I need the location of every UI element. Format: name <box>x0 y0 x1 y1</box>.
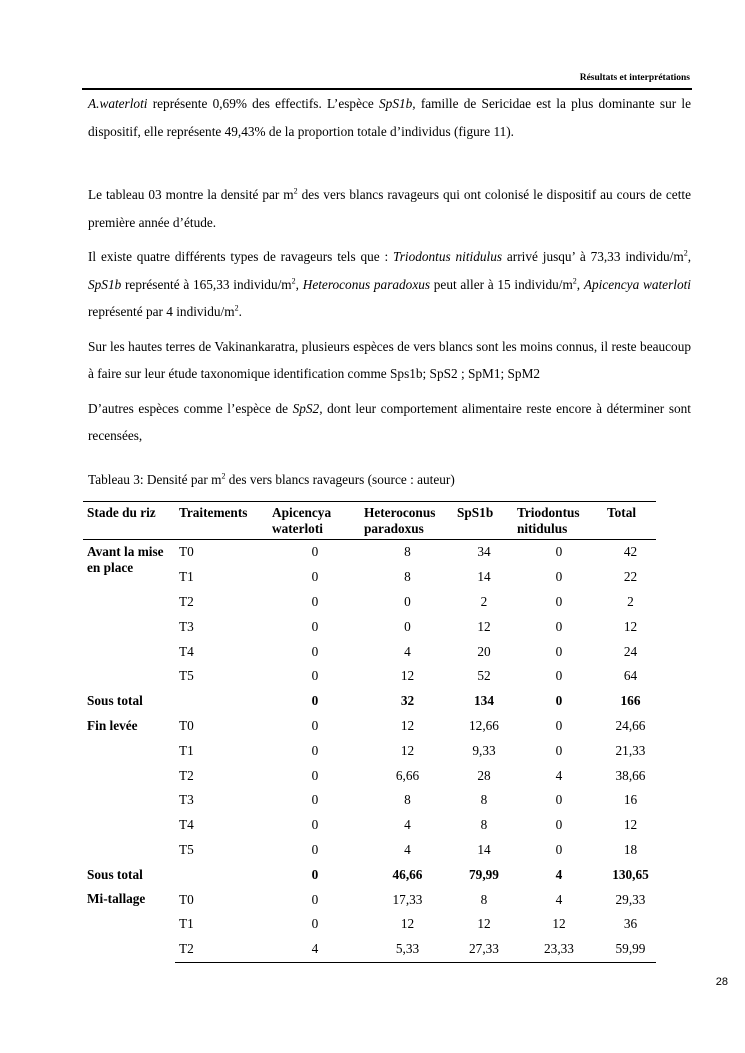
value-cell: 0 <box>555 742 563 758</box>
table-body <box>83 540 656 963</box>
value-cell: 4 <box>404 643 411 659</box>
text-run: des vers blancs ravageurs (source : auteur) <box>225 472 455 487</box>
text-run: dont leur comportement alimentaire reste encore à déterminer sont recensées, <box>88 400 691 443</box>
species-name: A.waterloti <box>88 96 148 111</box>
value-cell: 8 <box>404 792 411 808</box>
text-run: peut aller à 15 individu/m <box>430 276 573 292</box>
treatment-cell: T0 <box>179 891 194 907</box>
value-cell: 12 <box>477 618 491 634</box>
value-cell: 0 <box>555 643 563 659</box>
total-cell: 18 <box>623 841 638 857</box>
value-cell: 4 <box>404 841 411 857</box>
value-cell: 0 <box>555 792 563 808</box>
value-cell: 2 <box>480 593 488 609</box>
value-cell: 14 <box>477 569 491 585</box>
paragraph-5 <box>88 395 691 450</box>
text-run: , <box>295 276 303 292</box>
text-run: représenté à 165,33 individu/m <box>121 276 292 292</box>
table-caption <box>88 470 455 490</box>
value-cell: 0 <box>311 618 319 634</box>
paragraph-2 <box>88 181 691 236</box>
density-table <box>83 501 656 963</box>
value-cell: 0 <box>555 668 563 684</box>
value-cell: 0 <box>311 717 319 733</box>
value-cell: 28 <box>477 767 491 783</box>
column-header: Total <box>603 502 656 540</box>
text-run: arrivé jusqu’ à 73,33 individu/m <box>502 249 684 264</box>
value-cell: 12 <box>400 742 415 758</box>
treatment-cell: T3 <box>179 792 194 808</box>
superscript: 2 <box>293 186 298 196</box>
paragraph-4 <box>88 333 691 388</box>
total-cell: 24 <box>623 643 638 659</box>
treatment-cell: T5 <box>179 668 194 684</box>
text-run: Tableau 3: Densité par m <box>88 472 222 487</box>
text-run: représenté par 4 individu/m <box>88 304 235 319</box>
treatment-cell: T2 <box>179 767 194 783</box>
value-cell: 12 <box>477 916 491 932</box>
column-header: Triodontus nitidulus <box>513 502 603 540</box>
value-cell: 134 <box>474 693 494 709</box>
text-run: Le tableau 03 montre la densité par m <box>88 187 294 202</box>
species-name: Heteroconus paradoxus <box>302 276 431 292</box>
total-cell: 2 <box>627 593 634 609</box>
column-header: Heteroconus paradoxus <box>360 502 453 540</box>
text-run: représente 0,69% des effectifs. L’espèce <box>147 96 380 111</box>
value-cell: 0 <box>555 717 563 733</box>
value-cell: 4 <box>555 767 563 783</box>
subtotal-row <box>83 862 656 887</box>
species-name: SpS1b, <box>379 96 416 111</box>
text-run: famille de Sericidae est la plus dominante sur le dispositif, elle représente 49,43% de la proportion totale d’individus (figure 11). <box>88 96 691 139</box>
total-cell: 12 <box>623 817 638 833</box>
value-cell: 14 <box>477 841 491 857</box>
stage-cell: Mi-tallage <box>87 891 146 907</box>
value-cell: 32 <box>400 693 415 709</box>
text-run: Il existe quatre différents types de ravageurs tels que : <box>88 249 394 264</box>
value-cell: 4 <box>555 866 563 882</box>
text-run: D’autres espèces comme l’espèce de <box>88 400 293 416</box>
text-run: , <box>687 249 692 264</box>
value-cell: 17,33 <box>392 891 423 907</box>
total-cell: 42 <box>623 544 638 560</box>
total-cell: 130,65 <box>612 866 649 882</box>
body-text <box>88 90 691 450</box>
total-cell: 166 <box>620 693 641 709</box>
value-cell: 0 <box>555 618 563 634</box>
total-cell: 64 <box>623 668 638 684</box>
total-cell: 16 <box>623 792 638 808</box>
value-cell: 0 <box>311 668 319 684</box>
column-header: SpS1b <box>453 502 513 540</box>
value-cell: 4 <box>268 937 360 962</box>
total-cell: 12 <box>623 618 638 634</box>
superscript: 2 <box>683 248 688 258</box>
value-cell: 0 <box>311 891 319 907</box>
value-cell: 8 <box>480 792 488 808</box>
superscript: 2 <box>572 276 577 286</box>
text-run: , <box>576 276 584 292</box>
treatment-cell: T2 <box>175 937 268 962</box>
total-cell: 22 <box>623 569 638 585</box>
value-cell: 79,99 <box>469 866 499 882</box>
value-cell: 12,66 <box>469 717 499 733</box>
total-cell: 38,66 <box>615 767 646 783</box>
value-cell: 8 <box>404 544 411 560</box>
empty-cell <box>175 689 268 714</box>
treatment-cell: T1 <box>179 569 194 585</box>
total-cell: 59,99 <box>603 937 656 962</box>
value-cell: 12 <box>400 668 415 684</box>
subtotal-label: Sous total <box>87 866 143 882</box>
value-cell: 0 <box>555 569 563 585</box>
value-cell: 0 <box>311 916 319 932</box>
page-number: 28 <box>715 976 728 988</box>
value-cell: 0 <box>311 817 319 833</box>
value-cell: 6,66 <box>395 767 420 783</box>
treatment-cell: T4 <box>179 643 194 659</box>
paragraph-3 <box>88 243 691 326</box>
value-cell: 5,33 <box>360 937 453 962</box>
stage-cell: Fin levée <box>87 717 138 733</box>
stage-cell: Avant la mise en place <box>87 544 164 575</box>
value-cell: 0 <box>404 593 411 609</box>
value-cell: 9,33 <box>472 742 496 758</box>
treatment-cell: T1 <box>179 742 194 758</box>
data-table <box>83 501 656 963</box>
species-name: Apicencya waterloti <box>583 276 691 292</box>
treatment-cell: T1 <box>179 916 194 932</box>
treatment-cell: T4 <box>179 817 194 833</box>
superscript: 2 <box>291 276 296 286</box>
treatment-cell: T0 <box>179 544 194 560</box>
value-cell: 34 <box>477 544 491 560</box>
value-cell: 0 <box>311 593 319 609</box>
table-row <box>83 887 656 912</box>
value-cell: 27,33 <box>453 937 513 962</box>
subtotal-label: Sous total <box>87 693 143 709</box>
value-cell: 0 <box>555 693 563 709</box>
value-cell: 0 <box>555 817 563 833</box>
superscript: 2 <box>234 303 239 313</box>
value-cell: 0 <box>311 544 319 560</box>
treatment-cell: T2 <box>179 593 194 609</box>
value-cell: 0 <box>311 742 319 758</box>
treatment-cell: T5 <box>179 841 194 857</box>
total-cell: 24,66 <box>615 717 646 733</box>
value-cell: 0 <box>555 593 563 609</box>
value-cell: 8 <box>404 569 411 585</box>
treatment-cell: T3 <box>179 618 194 634</box>
empty-cell <box>175 862 268 887</box>
value-cell: 0 <box>311 866 319 882</box>
table-row <box>83 714 656 739</box>
value-cell: 0 <box>311 767 319 783</box>
value-cell: 23,33 <box>513 937 603 962</box>
subtotal-row <box>83 689 656 714</box>
column-header: Stade du riz <box>83 502 175 540</box>
value-cell: 8 <box>480 891 488 907</box>
page-header: Résultats et interprétations <box>579 73 690 83</box>
value-cell: 4 <box>555 891 563 907</box>
value-cell: 0 <box>311 569 319 585</box>
value-cell: 0 <box>404 618 411 634</box>
value-cell: 20 <box>477 643 491 659</box>
table-header-row <box>83 502 656 540</box>
value-cell: 52 <box>477 668 491 684</box>
value-cell: 8 <box>480 817 488 833</box>
treatment-cell: T0 <box>179 717 194 733</box>
text-run: Sur les hautes terres de Vakinankaratra, plusieurs espèces de vers blancs sont les moins connus, il reste beaucoup à faire sur leur étude taxonomique identification comme Sps1b; SpS2 ; SpM1; SpM2 <box>88 338 691 381</box>
value-cell: 0 <box>311 792 319 808</box>
species-name: SpS2, <box>292 400 323 416</box>
text-run: des vers blancs ravageurs qui ont colonisé le dispositif au cours de cette première année d’étude. <box>88 187 691 230</box>
total-cell: 36 <box>623 916 638 932</box>
total-cell: 21,33 <box>615 742 646 758</box>
value-cell: 4 <box>404 817 411 833</box>
species-name: SpS1b <box>88 276 122 292</box>
text-run: . <box>238 304 242 319</box>
value-cell: 0 <box>311 841 319 857</box>
value-cell: 46,66 <box>392 866 423 882</box>
value-cell: 12 <box>400 916 415 932</box>
total-cell: 29,33 <box>615 891 646 907</box>
value-cell: 0 <box>555 544 563 560</box>
value-cell: 12 <box>400 717 415 733</box>
value-cell: 0 <box>311 643 319 659</box>
paragraph-1 <box>88 90 691 145</box>
species-name: Triodontus nitidulus <box>393 249 503 264</box>
column-header: Traitements <box>175 502 268 540</box>
value-cell: 12 <box>552 916 566 932</box>
table-row <box>83 540 656 565</box>
value-cell: 0 <box>555 841 563 857</box>
superscript: 2 <box>221 471 226 481</box>
column-header: Apicencya waterloti <box>268 502 360 540</box>
value-cell: 0 <box>311 693 319 709</box>
